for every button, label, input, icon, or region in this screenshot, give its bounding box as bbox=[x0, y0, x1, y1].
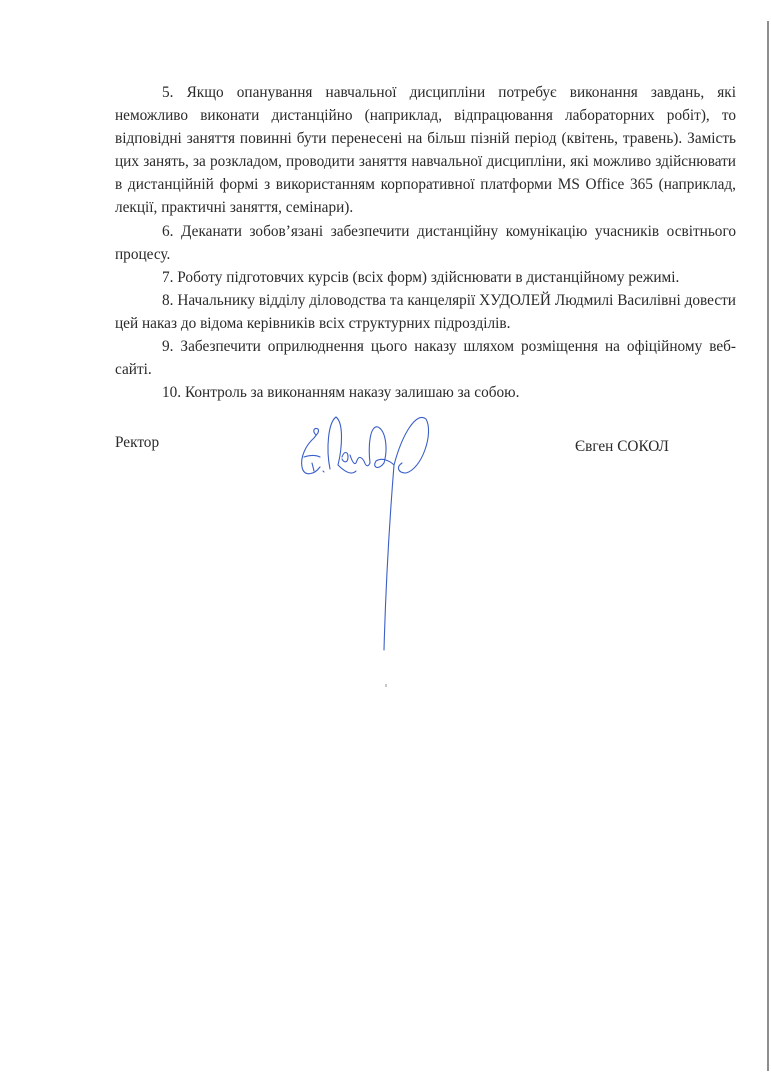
signer-role: Ректор bbox=[115, 434, 160, 451]
paragraph-8: 8. Начальнику відділу діловодства та канцелярії ХУДОЛЕЙ Людмилі Василівні довести цей наказ до відома керівників всіх структурних підрозділів. bbox=[115, 291, 736, 332]
paragraph-10: 10. Контроль за виконанням наказу залишаю за собою. bbox=[162, 384, 520, 402]
paragraph-5: 5. Якщо опанування навчальної дисципліни потребує виконання завдань, які неможливо виконати дистанційно (наприклад, відпрацювання лабораторних робіт), то відповідні заняття повинні бути перенесені на більш пізній період (квітень, травень). Замість цих занять, за розкладом, проводити заняття навчальної дисципліни, які можливо здійснювати в дистанційній формі з використанням корпоративної платформи MS Office 365 (наприклад, лекції, практичні заняття, семінари). bbox=[115, 84, 736, 217]
paragraph-9: 9. Забезпечити оприлюднення цього наказу шляхом розміщення на офіційному веб-сайті. bbox=[115, 338, 736, 379]
order-body bbox=[115, 81, 736, 404]
paragraph-7: 7. Роботу підготовчих курсів (всіх форм) здійснювати в дистанційному режимі. bbox=[162, 268, 680, 286]
handwritten-signature-icon bbox=[290, 405, 500, 655]
paragraph-6: 6. Деканати зобов’язані забезпечити дистанційну комунікацію учасників освітнього процесу. bbox=[115, 222, 736, 263]
signer-name: Євген СОКОЛ bbox=[575, 438, 669, 455]
page-edge-shadow bbox=[767, 21, 769, 1071]
scan-speck bbox=[385, 684, 387, 687]
